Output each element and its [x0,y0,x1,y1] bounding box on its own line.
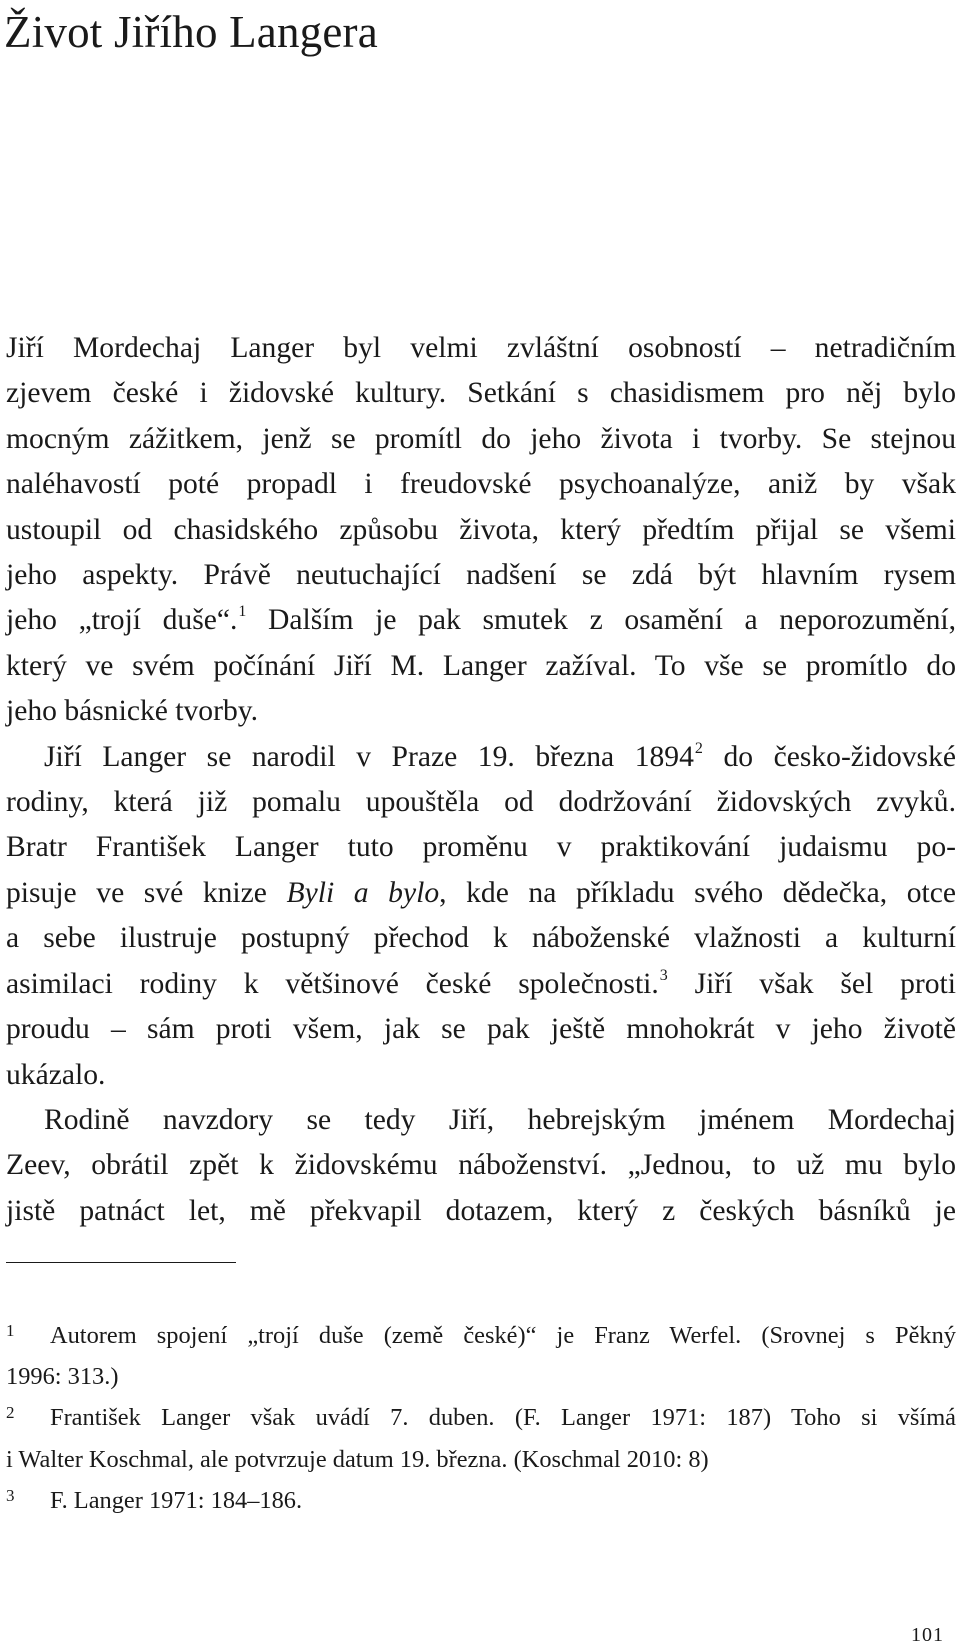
line-text: proudu – sám proti všem, jak se pak ještě mnohokrát v jeho životě [6,1013,956,1046]
text-line [6,916,956,961]
line-text: a sebe ilustruje postupný přechod k náboženské vlažnosti a kulturní [6,922,956,955]
line-text: jeho „trojí duše“. [6,604,238,637]
line-text: jeho básnické tvorby. [6,695,259,728]
line-text: Rodině navzdory se tedy Jiří, hebrejským jménem Mordechaj [44,1103,956,1136]
footnotes [6,1315,956,1521]
footnote [6,1397,956,1479]
paragraph [6,326,956,735]
line-text: zjevem české i židovské kultury. Setkání s chasidismem pro něj bylo [6,377,956,410]
line-text: Bratr František Langer tuto proměnu v praktikování judaismu po- [6,831,956,864]
text-line [6,371,956,416]
footnote-reference: 2 [694,739,703,757]
text-line [6,780,956,825]
footnote-text: Autorem spojení „trojí duše (země české)“ je Franz Werfel. (Srovnej s Pěkný [50,1322,956,1349]
line-text: rodiny, která již pomalu upouštěla od dodržování židovských zvyků. [6,786,956,819]
footnote-text: i Walter Koschmal, ale potvrzuje datum 19. března. (Koschmal 2010: 8) [6,1445,709,1473]
line-text: ukázalo. [6,1058,106,1091]
text-line [6,871,956,916]
line-text: ustoupil od chasidského způsobu života, který předtím přijal se všemi [6,513,956,546]
line-text: asimilaci rodiny k většinové české společnosti. [6,967,659,1000]
line-text: pisuje ve své knize [6,876,287,909]
footnote-text: F. Langer 1971: 184–186. [50,1486,303,1514]
line-text: , kde na příkladu svého dědečka, otce [439,876,957,909]
footnote-line: 3 F. Langer 1971: 184–186. [6,1485,303,1514]
text-line [6,553,956,598]
line-text: Dalším je pak smutek z osamění a neporozumění, [246,604,956,637]
text-line [6,1007,956,1052]
footnote-line [6,1356,956,1397]
footnote-line [6,1439,956,1480]
line-text: jistě patnáct let, mě překvapil dotazem, který z českých básníků je [6,1194,956,1227]
text-line [6,417,956,462]
body-text [6,326,956,1234]
line-text: do česko-židovské [702,740,956,773]
chapter-title: Život Jiřího Langera [4,7,378,57]
text-line [6,462,956,507]
footnote-text: 1996: 313.) [6,1363,119,1391]
text-line [6,735,956,780]
footnote [6,1480,956,1521]
text-line [6,1053,956,1098]
text-line [6,1098,956,1143]
text-line [6,689,956,734]
footnote [6,1315,956,1397]
line-text: Zeev, obrátil zpět k židovskému náboženství. „Jednou, to už mu bylo [6,1149,956,1182]
footnote-reference: 1 [238,603,247,621]
footnote-line: 1 Autorem spojení „trojí duše (země české)“ je Franz Werfel. (Srovnej s Pěkný [6,1321,956,1349]
text-line [6,598,956,643]
footnote-separator [6,1262,236,1263]
paragraph [6,735,956,1098]
text-line [6,825,956,870]
paragraph [6,1098,956,1234]
line-text: mocným zážitkem, jenž se promítl do jeho života i tvorby. Se stejnou [6,422,956,455]
text-line [6,508,956,553]
line-text: Jiří však šel proti [667,967,956,1000]
text-line [6,962,956,1007]
text-line [6,1143,956,1188]
page-number: 101 [911,1624,944,1646]
book-title-italic: Byli a bylo [286,876,440,909]
text-line [6,644,956,689]
line-text: Jiří Mordechaj Langer byl velmi zvláštní osobností – netradičním [6,332,956,364]
line-text: Jiří Langer se narodil v Praze 19. března 1894 [44,740,694,773]
footnote-reference: 3 [659,966,668,984]
line-text: který ve svém počínání Jiří M. Langer zažíval. To vše se promítlo do [6,649,956,682]
line-text: naléhavostí poté propadl i freudovské psychoanalýze, aniž by však [6,468,956,501]
footnote-text: František Langer však uvádí 7. duben. (F. Langer 1971: 187) Toho si všímá [50,1404,956,1432]
line-text: jeho aspekty. Právě neutuchající nadšení se zdá být hlavním rysem [6,559,956,592]
text-line [6,1189,956,1234]
footnote-line: 2 František Langer však uvádí 7. duben. (F. Langer 1971: 187) Toho si všímá [6,1403,956,1432]
text-line [6,326,956,371]
